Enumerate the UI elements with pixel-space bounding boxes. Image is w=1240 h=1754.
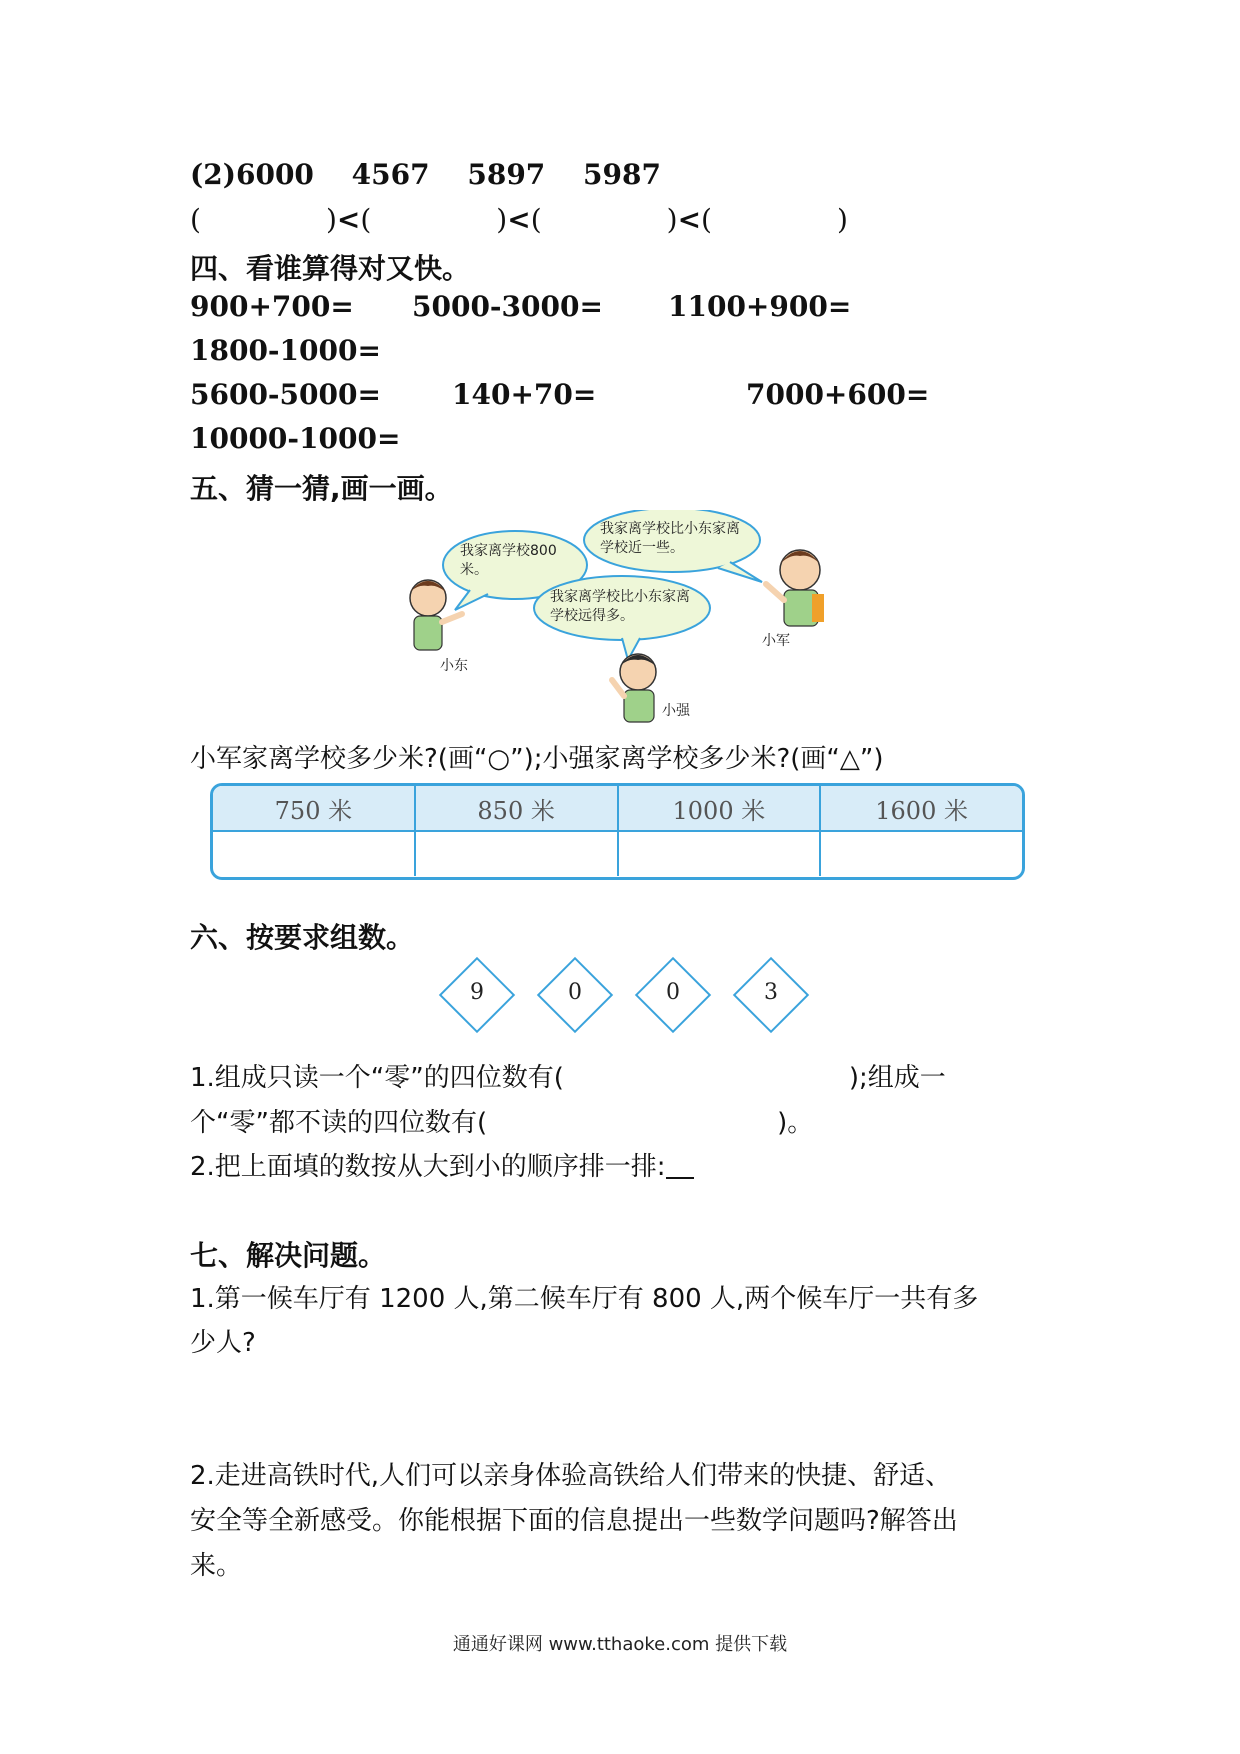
q7-2-line2: 安全等全新感受。你能根据下面的信息提出一些数学问题吗?解答出	[190, 1506, 958, 1536]
number-1: 6000	[235, 158, 314, 191]
calc-3: 1100+900=	[668, 290, 852, 323]
number-2: 4567	[351, 158, 430, 191]
calc-5: 5600-5000=	[190, 378, 381, 411]
order-row	[190, 203, 848, 236]
q7-2-line3: 来。	[190, 1551, 243, 1581]
calc-7: 7000+600=	[746, 378, 930, 411]
header-1600: 1600 米	[875, 796, 968, 825]
q6-1-line1	[190, 1057, 946, 1094]
q6-1-part4: )。	[777, 1108, 814, 1138]
kid-xiaoqiang-icon	[612, 654, 656, 722]
answer-cell-750[interactable]	[213, 832, 416, 876]
less-than-3: <	[677, 203, 702, 236]
name-xiaojun: 小军	[762, 633, 790, 649]
q6-1-part2: );组成一	[848, 1063, 946, 1093]
paren-close-2: )	[496, 203, 508, 236]
table-header-row	[213, 786, 1022, 832]
paren-close-4: )	[836, 203, 848, 236]
calc-1: 900+700=	[190, 290, 354, 323]
number-3: 5897	[467, 158, 546, 191]
number-4: 5987	[583, 158, 661, 191]
speech-bubble-xiaojun	[584, 510, 762, 582]
digit-2: 0	[568, 980, 582, 1005]
calc-8: 10000-1000=	[190, 422, 401, 455]
bubble-text-xiaoqiang: 我家离学校比小东家离学校远得多。	[550, 589, 690, 624]
paren-open-3: (	[530, 203, 542, 236]
answer-cell-1000[interactable]	[619, 832, 822, 876]
kid-xiaojun-icon	[766, 550, 824, 626]
digit-1: 9	[470, 980, 484, 1005]
section4-title: 四、看谁算得对又快。	[190, 252, 471, 285]
header-850: 850 米	[416, 786, 619, 830]
kids-illustration	[400, 510, 860, 725]
speech-bubble-xiaoqiang	[534, 576, 710, 660]
paren-open-2: (	[360, 203, 372, 236]
name-xiaoqiang: 小强	[662, 703, 690, 719]
digit-3: 0	[666, 980, 680, 1005]
bubble-text-xiaojun: 我家离学校比小东家离学校近一些。	[600, 521, 740, 556]
q6-2	[190, 1146, 694, 1183]
calc-4: 1800-1000=	[190, 334, 381, 367]
answer-blank-ordering[interactable]	[666, 1155, 694, 1179]
q6-1-part1: 1.组成只读一个“零”的四位数有(	[190, 1063, 564, 1093]
footer-credit: 通通好课网 www.tthaoke.com 提供下载	[452, 1634, 788, 1655]
kid-xiaodong-icon	[410, 580, 462, 650]
q7-1-line1: 1.第一候车厅有 1200 人,第二候车厅有 800 人,两个候车厅一共有多	[190, 1284, 979, 1314]
q6-2-text: 2.把上面填的数按从大到小的顺序排一排:	[190, 1152, 666, 1182]
less-than-2: <	[507, 203, 531, 236]
name-xiaodong: 小东	[440, 658, 468, 674]
calc-6: 140+70=	[452, 378, 597, 411]
header-750: 750 米	[213, 786, 416, 830]
part2-numbers	[190, 158, 661, 191]
part2-label: (2)	[190, 158, 236, 191]
distance-table	[210, 783, 1025, 880]
section5-title: 五、猜一猜,画一画。	[190, 472, 453, 505]
section6-title: 六、按要求组数。	[190, 921, 415, 954]
q7-2-line1: 2.走进高铁时代,人们可以亲身体验高铁给人们带来的快捷、舒适、	[190, 1461, 952, 1491]
q6-1-part3: 个“零”都不读的四位数有(	[190, 1108, 488, 1138]
less-than-1: <	[336, 203, 361, 236]
header-1000: 1000 米	[619, 786, 822, 830]
digit-4: 3	[764, 980, 778, 1005]
q6-1-line2	[190, 1102, 813, 1139]
calc-2: 5000-3000=	[412, 290, 603, 323]
paren-open-1: (	[190, 203, 201, 236]
q7-1-line2: 少人?	[190, 1328, 256, 1358]
distance-question: 小军家离学校多少米?(画“○”);小强家离学校多少米?(画“△”)	[190, 744, 884, 774]
section7-title: 七、解决问题。	[190, 1239, 387, 1272]
answer-cell-850[interactable]	[416, 832, 619, 876]
paren-open-4: (	[701, 203, 712, 236]
paren-close-3: )	[666, 203, 678, 236]
answer-cell-1600[interactable]	[821, 832, 1022, 876]
bubble-text-xiaodong: 我家离学校800米。	[460, 543, 557, 578]
table-answer-row	[213, 832, 1022, 876]
paren-close-1: )	[325, 203, 337, 236]
